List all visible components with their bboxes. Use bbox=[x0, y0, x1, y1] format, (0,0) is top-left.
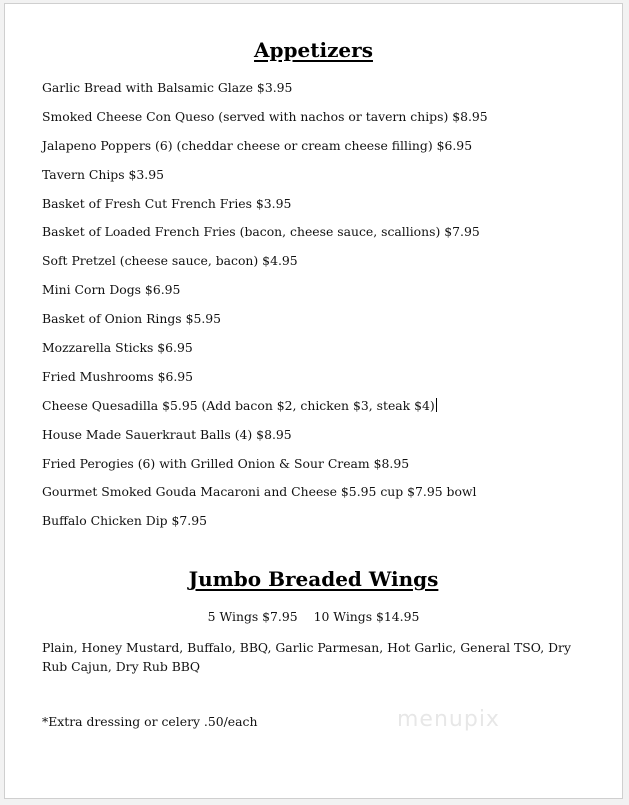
wings-flavors: Plain, Honey Mustard, Buffalo, BBQ, Garlic Parmesan, Hot Garlic, General TSO, Dry Rub Cajun, Dry Rub BBQ bbox=[42, 640, 571, 674]
menu-item-mac-and-cheese: Gourmet Smoked Gouda Macaroni and Cheese $5.95 cup $7.95 bowl bbox=[42, 484, 477, 500]
menu-item-loaded-fries: Basket of Loaded French Fries (bacon, cheese sauce, scallions) $7.95 bbox=[42, 224, 480, 240]
menu-item-mozzarella-sticks: Mozzarella Sticks $6.95 bbox=[42, 340, 193, 356]
menu-item-onion-rings: Basket of Onion Rings $5.95 bbox=[42, 311, 222, 327]
menu-item-garlic-bread: Garlic Bread with Balsamic Glaze $3.95 bbox=[42, 80, 293, 95]
wings-heading: Jumbo Breaded Wings bbox=[188, 567, 439, 591]
text-cursor bbox=[436, 398, 437, 412]
menu-item-quesadilla bbox=[42, 397, 602, 426]
menu-item-french-fries: Basket of Fresh Cut French Fries $3.95 bbox=[42, 195, 292, 211]
wings-price-large: 10 Wings $14.95 bbox=[313, 609, 420, 624]
footnote: *Extra dressing or celery .50/each bbox=[42, 714, 258, 729]
menu-item-corn-dogs: Mini Corn Dogs $6.95 bbox=[42, 282, 181, 298]
menu-item-tavern-chips: Tavern Chips $3.95 bbox=[42, 166, 164, 182]
menu-item-perogies: Fried Perogies (6) with Grilled Onion & Sour Cream $8.95 bbox=[42, 455, 410, 471]
menu-item-jalapeno-poppers: Jalapeno Poppers (6) (cheddar cheese or cream cheese filling) $6.95 bbox=[42, 137, 473, 153]
menu-item-fried-mushrooms: Fried Mushrooms $6.95 bbox=[42, 368, 194, 384]
menu-item-soft-pretzel: Soft Pretzel (cheese sauce, bacon) $4.95 bbox=[42, 253, 298, 269]
wings-price-small: 5 Wings $7.95 bbox=[207, 609, 298, 624]
menu-page bbox=[4, 3, 623, 799]
appetizers-heading: Appetizers bbox=[254, 38, 373, 62]
watermark-logo: menupix bbox=[397, 707, 500, 732]
menu-item-quesadilla-text: Cheese Quesadilla $5.95 (Add bacon $2, chicken $3, steak $4) bbox=[42, 397, 435, 413]
menu-item-buffalo-dip: Buffalo Chicken Dip $7.95 bbox=[42, 513, 207, 529]
appetizers-list bbox=[42, 79, 602, 541]
menu-item-sauerkraut-balls: House Made Sauerkraut Balls (4) $8.95 bbox=[42, 426, 292, 442]
menu-item-con-queso: Smoked Cheese Con Queso (served with nachos or tavern chips) $8.95 bbox=[42, 108, 488, 124]
wings-prices bbox=[5, 609, 622, 624]
